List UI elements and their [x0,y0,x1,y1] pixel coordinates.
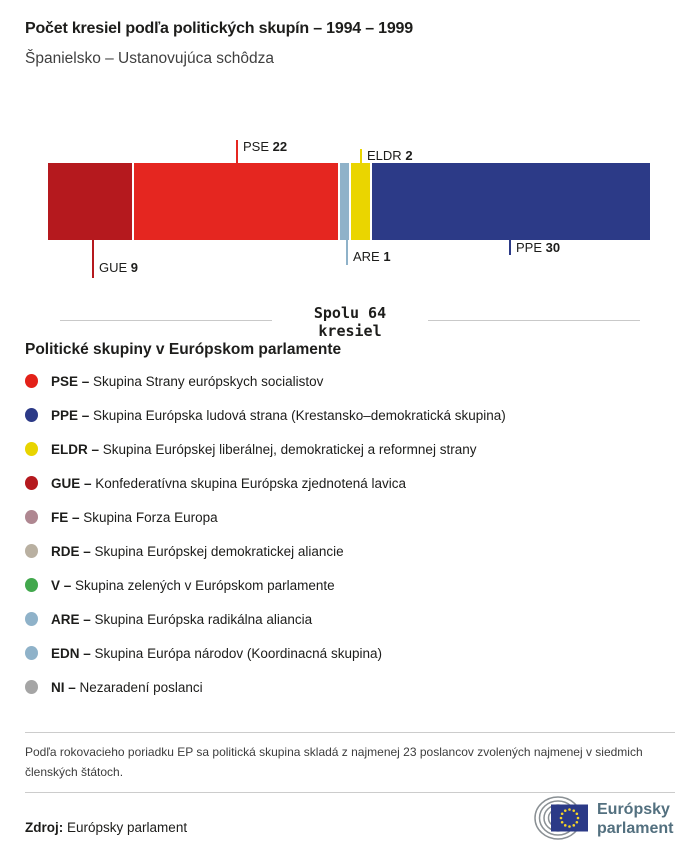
page-subtitle: Španielsko – Ustanovujúca schôdza [25,50,275,67]
are-value: 1 [383,249,391,264]
logo-text-line2: parlament [597,820,674,837]
source-line [25,820,187,835]
gue-callout-line [92,240,94,278]
logo-text-line1: Európsky [597,801,670,818]
legend-item-ppe [25,398,675,432]
legend-label: ARE – Skupina Európska radikálna aliancia [51,611,313,627]
source-value: Európsky parlament [67,820,188,835]
pse-value: 22 [272,139,288,154]
legend-item-gue [25,466,675,500]
bar-segment-eldr [351,163,370,240]
fe-dot-icon [25,510,38,524]
gue-label: GUE [99,260,128,275]
pse-callout-label [243,139,287,154]
legend-label: EDN – Skupina Európa národov (Koordinacná skupina) [51,645,382,661]
page-title: Počet kresiel podľa politických skupín – 1994 – 1999 [25,20,413,37]
are-callout-line [346,240,348,265]
legend-label: NI – Nezaradení poslanci [51,679,203,695]
are-label: ARE [353,249,380,264]
v-dot-icon [25,578,38,592]
legend-label: FE – Skupina Forza Europa [51,509,218,525]
legend-label: ELDR – Skupina Európskej liberálnej, demokratickej a reformnej strany [51,441,477,457]
total-seats-label [272,304,428,340]
ppe-callout-line [509,240,511,255]
bar-segment-ppe [372,163,650,240]
edn-dot-icon [25,646,38,660]
footnote-text: Podľa rokovacieho poriadku EP sa politická skupina skladá z najmenej 23 poslancov zvolených najmenej v siedmich členských štátoch. [25,745,643,779]
are-callout-label [353,249,391,264]
are-dot-icon [25,612,38,626]
ppe-callout-label [516,240,560,255]
gue-dot-icon [25,476,38,490]
source-label: Zdroj: [25,820,64,835]
legend-item-edn [25,636,675,670]
total-seats-row [0,302,700,340]
bar-segment-pse [134,163,338,240]
ppe-label: PPE [516,240,543,255]
legend-item-are [25,602,675,636]
legend-item-rde [25,534,675,568]
legend [25,364,675,704]
legend-item-fe [25,500,675,534]
european-parliament-logo [520,793,680,845]
legend-label: RDE – Skupina Európskej demokratickej aliancie [51,543,344,559]
eldr-label: ELDR [367,148,402,163]
rde-dot-icon [25,544,38,558]
legend-label: V – Skupina zelených v Európskom parlamente [51,577,335,593]
ni-dot-icon [25,680,38,694]
bar-segment-gue [48,163,132,240]
legend-label: GUE – Konfederatívna skupina Európska zjednotená lavica [51,475,406,491]
eldr-callout-line [360,149,362,163]
pse-label: PSE [243,139,270,154]
gue-callout-label [99,260,138,275]
legend-item-ni [25,670,675,704]
legend-label: PPE – Skupina Európska ludová strana (Krestansko–demokratická skupina) [51,407,506,423]
legend-item-eldr [25,432,675,466]
legend-heading: Politické skupiny v Európskom parlamente [25,341,342,358]
divider-left [60,320,272,321]
seat-bar [48,163,650,240]
footnote-block [25,732,675,793]
eldr-dot-icon [25,442,38,456]
ppe-dot-icon [25,408,38,422]
gue-value: 9 [130,260,139,275]
legend-item-v [25,568,675,602]
divider-right [428,320,640,321]
legend-item-pse [25,364,675,398]
ppe-value: 30 [545,240,561,255]
legend-label: PSE – Skupina Strany európskych socialistov [51,373,324,389]
bar-segment-are [340,163,349,240]
eldr-callout-label [367,148,413,163]
pse-dot-icon [25,374,38,388]
pse-callout-line [236,140,238,163]
eldr-value: 2 [405,148,413,163]
total-seats-line2: kresiel [318,322,382,340]
total-seats-line1: Spolu 64 [313,304,387,322]
